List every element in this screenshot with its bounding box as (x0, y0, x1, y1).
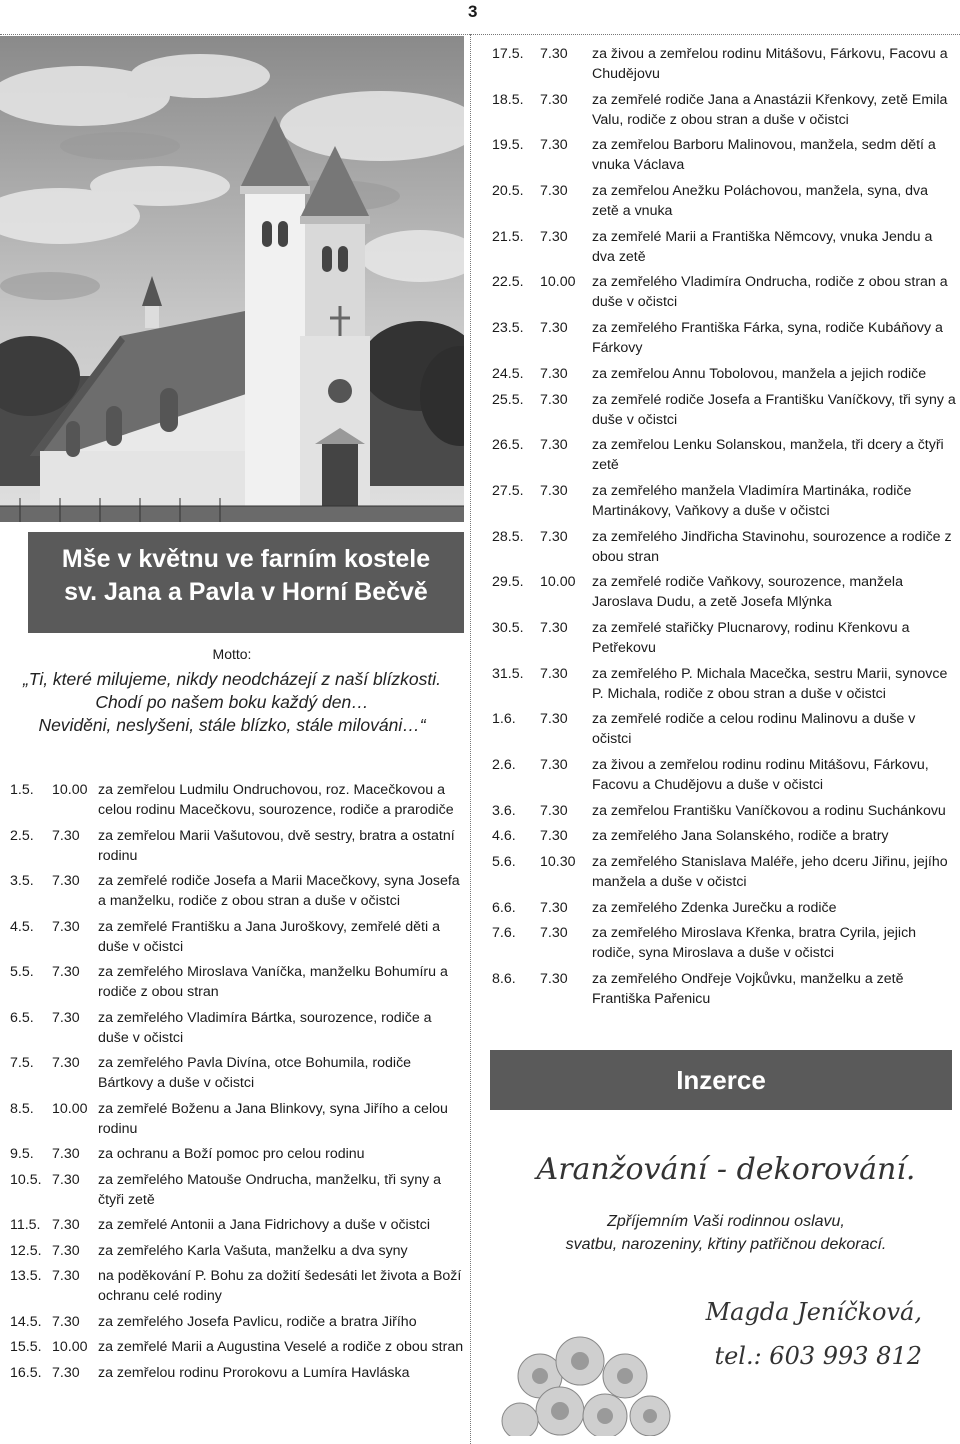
mass-date: 3.6. (492, 802, 516, 819)
mass-date: 30.5. (492, 619, 524, 636)
mass-time: 7.30 (52, 1364, 80, 1381)
mass-text: za zemřelou Anežku Poláchovou, manžela, syna, dva zetě a vnuka (592, 183, 928, 220)
mass-date: 5.5. (10, 964, 34, 980)
mass-text: za zemřelou Barboru Malinovou, manžela, sedm dětí a vnuka Václava (592, 137, 936, 174)
mass-time: 7.30 (540, 665, 568, 682)
mass-text: za zemřelého Pavla Divína, otce Bohumila, rodiče Bártkovy a duše v očistci (98, 1055, 412, 1091)
mass-date: 8.6. (492, 971, 516, 988)
mass-text: za zemřelou Marii Vašutovou, dvě sestry, bratra a ostatní rodinu (98, 827, 455, 864)
mass-time: 7.30 (52, 918, 80, 935)
mass-text: za ochranu a Boží pomoc pro celou rodinu (98, 1146, 365, 1162)
mass-time: 7.30 (52, 827, 80, 844)
title-line-1: Mše v květnu ve farním kostele (61, 545, 431, 573)
mass-time: 7.30 (52, 873, 80, 889)
mass-text: za živou a zemřelou rodinu Mitášovu, Fárkovu, Facovu a Chudějovu (592, 46, 948, 82)
mass-text: za zemřelého Vladimíra Bártka, sourozence, rodiče a duše v očistci (98, 1009, 432, 1046)
mass-date: 24.5. (492, 365, 524, 382)
church-photo (0, 36, 464, 522)
mass-date: 4.6. (492, 828, 516, 845)
mass-entry (492, 527, 956, 567)
mass-entry (10, 917, 464, 957)
mass-date: 27.5. (492, 482, 524, 499)
ad-text-line-1: Zpříjemním Vaši rodinnou oslavu, (607, 1213, 845, 1230)
mass-entry (10, 962, 464, 1002)
mass-text: za zemřelou Lenku Solanskou, manžela, tři dcery a čtyři zetě (592, 437, 944, 474)
mass-time: 7.30 (52, 964, 80, 980)
mass-date: 2.5. (10, 827, 34, 844)
mass-text: za zemřelého Ondřeje Vojkůvku, manželku a zetě Františka Pařenicu (592, 971, 904, 1008)
mass-date: 29.5. (492, 574, 524, 591)
mass-date: 28.5. (492, 528, 524, 545)
mass-text: za zemřelé rodiče a celou rodinu Malinovu a duše v očistci (592, 711, 916, 748)
mass-time: 7.30 (52, 1171, 80, 1188)
mass-date: 16.5. (10, 1364, 42, 1381)
mass-date: 12.5. (10, 1242, 42, 1259)
title-line-2: sv. Jana a Pavla v Horní Bečvě (64, 578, 428, 606)
mass-date: 20.5. (492, 183, 524, 200)
mass-text: za zemřelé rodiče Josefa a Františku Vaníčkovy, tři syny a duše v očistci (592, 391, 956, 428)
mass-list-left (10, 780, 464, 1388)
mass-time: 10.00 (540, 574, 576, 591)
mass-time: 7.30 (540, 391, 568, 408)
page-number: 3 (468, 2, 478, 21)
mass-text: za zemřelou rodinu Prorokovu a Lumíra Havláska (98, 1364, 410, 1381)
mass-entry (10, 1363, 464, 1383)
mass-entry (492, 481, 956, 521)
mass-entry (10, 780, 464, 820)
mass-date: 5.6. (492, 854, 516, 871)
mass-time: 7.30 (540, 46, 568, 62)
title-box (28, 532, 464, 633)
mass-text: za zemřelého Karla Vašuta, manželku a dva syny (98, 1242, 408, 1259)
advertisement (500, 1120, 952, 1436)
mass-text: za zemřelé rodiče Josefa a Marii Macečkovy, syna Josefa a manželku, rodiče z obou stran a duše v očistci (98, 873, 460, 909)
mass-entry (492, 755, 956, 795)
mass-entry (492, 44, 956, 84)
mass-date: 7.5. (10, 1055, 34, 1071)
mass-text: za zemřelé Boženu a Jana Blinkovy, syna Jiřího a celou rodinu (98, 1100, 448, 1137)
mass-time: 7.30 (540, 619, 568, 636)
mass-text: za zemřelého P. Michala Macečka, sestru Marii, synovce P. Michala, rodiče z obou stran a duše v očistci (592, 665, 948, 702)
mass-entry (10, 1215, 464, 1235)
mass-time: 7.30 (540, 971, 568, 988)
mass-time: 10.00 (540, 274, 576, 291)
mass-time: 7.30 (540, 137, 568, 154)
mass-date: 26.5. (492, 437, 524, 454)
mass-time: 7.30 (540, 437, 568, 454)
mass-time: 7.30 (540, 711, 568, 728)
mass-date: 8.5. (10, 1100, 34, 1117)
mass-date: 4.5. (10, 918, 34, 935)
mass-date: 13.5. (10, 1268, 42, 1284)
mass-entry (10, 1266, 464, 1306)
mass-time: 7.30 (52, 1268, 80, 1284)
ad-title: Aranžování - dekorování. (536, 1152, 916, 1187)
mass-time: 7.30 (540, 91, 568, 108)
mass-entry (10, 1170, 464, 1210)
flowers-image (500, 1316, 710, 1436)
mass-entry (10, 1099, 464, 1139)
mass-list-right (492, 44, 956, 1015)
mass-time: 7.30 (540, 925, 568, 942)
mass-entry (492, 227, 956, 267)
mass-text: za zemřelé Marii a Františka Němcovy, vnuka Jendu a dva zetě (592, 228, 933, 265)
top-divider (0, 34, 960, 35)
mass-text: za zemřelého Vladimíra Ondrucha, rodiče z obou stran a duše v očistci (592, 274, 948, 311)
mass-date: 9.5. (10, 1146, 34, 1162)
mass-time: 7.30 (540, 899, 568, 916)
mass-date: 18.5. (492, 91, 524, 108)
mass-date: 19.5. (492, 137, 524, 154)
mass-entry (492, 135, 956, 175)
mass-date: 6.6. (492, 899, 516, 916)
mass-text: za zemřelého manžela Vladimíra Martináka, rodiče Martinákovy, Vaňkovy a duše v očistci (592, 482, 912, 519)
mass-text: za zemřelé Františku a Jana Juroškovy, zemřelé děti a duše v očistci (98, 918, 440, 955)
mass-time: 7.30 (540, 228, 568, 245)
mass-entry (10, 1337, 464, 1357)
mass-date: 31.5. (492, 665, 524, 682)
mass-time: 7.30 (540, 482, 568, 499)
ad-phone: tel.: 603 993 812 (714, 1342, 922, 1370)
mass-time: 10.00 (52, 1100, 88, 1117)
mass-date: 22.5. (492, 274, 524, 291)
mass-time: 7.30 (52, 1242, 80, 1259)
mass-entry (492, 801, 956, 821)
mass-time: 10.00 (52, 1339, 88, 1355)
mass-entry (10, 1008, 464, 1048)
mass-time: 7.30 (52, 1055, 80, 1071)
ad-header: Inzerce (490, 1050, 952, 1110)
mass-entry (492, 181, 956, 221)
mass-entry (10, 871, 464, 911)
mass-entry (492, 435, 956, 475)
mass-text: za zemřelé Antonii a Jana Fidrichovy a duše v očistci (98, 1217, 430, 1233)
mass-time: 7.30 (540, 802, 568, 819)
mass-time: 10.00 (52, 782, 88, 798)
mass-time: 7.30 (540, 365, 568, 382)
mass-text: za zemřelého Miroslava Vaníčka, manželku Bohumíru a rodiče z obou stran (98, 964, 448, 1000)
mass-text: za živou a zemřelou rodinu rodinu Mitášovu, Fárkovu, Facovu a Chudějovu a duše v očistci (592, 757, 929, 793)
mass-date: 17.5. (492, 46, 524, 62)
mass-date: 23.5. (492, 320, 524, 337)
mass-entry (492, 826, 956, 846)
mass-entry (492, 969, 956, 1009)
mass-date: 2.6. (492, 757, 516, 773)
mass-entry (492, 709, 956, 749)
motto (0, 668, 464, 737)
mass-time: 7.30 (52, 1313, 80, 1330)
ad-signature (706, 1290, 922, 1378)
mass-date: 25.5. (492, 391, 524, 408)
mass-entry (492, 664, 956, 704)
mass-time: 7.30 (540, 183, 568, 200)
mass-text: za zemřelého Stanislava Maléře, jeho dceru Jiřinu, jejího manžela a duše v očistci (592, 854, 948, 891)
mass-date: 10.5. (10, 1171, 42, 1188)
mass-entry (492, 852, 956, 892)
motto-line-2: Chodí po našem boku každý den… (95, 692, 369, 712)
mass-date: 21.5. (492, 228, 524, 245)
mass-date: 3.5. (10, 873, 34, 889)
mass-text: na poděkování P. Bohu za dožití šedesáti let života a Boží ochranu celé rodiny (98, 1268, 462, 1304)
mass-date: 11.5. (10, 1217, 41, 1233)
mass-time: 7.30 (52, 1009, 80, 1026)
motto-line-3: Neviděni, neslyšeni, stále blízko, stále milováni…“ (38, 715, 426, 735)
mass-time: 7.30 (540, 320, 568, 337)
mass-text: za zemřelou Ludmilu Ondruchovou, roz. Macečkovou a celou rodinu Macečkovu, sourozence, rodiče a prarodiče (98, 782, 454, 818)
mass-text: za zemřelého Matouše Ondrucha, manželku, tři syny a čtyři zetě (98, 1171, 442, 1208)
mass-entry (10, 1312, 464, 1332)
motto-label: Motto: (212, 646, 252, 662)
mass-entry (492, 272, 956, 312)
mass-date: 7.6. (492, 925, 516, 942)
mass-time: 7.30 (52, 1217, 80, 1233)
ad-name: Magda Jeníčková, (705, 1298, 922, 1326)
mass-text: za zemřelého Jindřicha Stavinohu, sourozence a rodiče z obou stran (592, 528, 952, 565)
mass-text: za zemřelé rodiče Vaňkovy, sourozence, manžela Jaroslava Dudu, a zetě Josefa Mlýnka (592, 574, 903, 611)
column-divider (470, 34, 471, 1444)
ad-text (500, 1210, 952, 1256)
mass-text: za zemřelého Jana Solanského, rodiče a bratry (592, 828, 889, 845)
mass-text: za zemřelou Františku Vaníčkovou a rodinu Suchánkovu (592, 802, 946, 819)
mass-time: 7.30 (540, 528, 568, 545)
mass-entry (10, 1241, 464, 1261)
mass-entry (492, 898, 956, 918)
mass-entry (492, 390, 956, 430)
mass-text: za zemřelé stařičky Plucnarovy, rodinu Křenkovu a Petřekovu (592, 619, 910, 656)
mass-entry (492, 923, 956, 963)
mass-text: za zemřelé Marii a Augustina Veselé a rodiče z obou stran (98, 1339, 464, 1355)
mass-time: 7.30 (540, 828, 568, 845)
mass-entry (10, 826, 464, 866)
mass-entry (492, 318, 956, 358)
mass-text: za zemřelou Annu Tobolovou, manžela a jejich rodiče (592, 365, 927, 382)
mass-entry (492, 364, 956, 384)
mass-text: za zemřelého Miroslava Křenka, bratra Cyrila, jejich rodiče, syna Miroslava a duše v očistci (592, 925, 917, 962)
mass-entry (10, 1144, 464, 1164)
motto-line-1: „Ti, které milujeme, nikdy neodcházejí z naší blízkosti. (22, 669, 442, 689)
mass-text: za zemřelé rodiče Jana a Anastázii Křenkovy, zetě Emila Valu, rodiče z obou stran a duše v očistci (592, 91, 948, 128)
mass-time: 7.30 (52, 1146, 80, 1162)
mass-time: 10.30 (540, 854, 576, 871)
mass-entry (492, 90, 956, 130)
mass-date: 6.5. (10, 1009, 34, 1026)
ad-text-line-2: svatbu, narozeniny, křtiny patřičnou dekorací. (565, 1236, 887, 1253)
mass-entry (10, 1053, 464, 1093)
mass-text: za zemřelého Františka Fárka, syna, rodiče Kubáňovy a Fárkovy (592, 320, 943, 357)
mass-text: za zemřelého Zdenka Jurečku a rodiče (592, 899, 837, 916)
mass-text: za zemřelého Josefa Pavlicu, rodiče a bratra Jiřího (98, 1313, 417, 1330)
mass-date: 14.5. (10, 1313, 42, 1330)
mass-date: 15.5. (10, 1339, 42, 1355)
mass-time: 7.30 (540, 757, 568, 773)
mass-entry (492, 572, 956, 612)
mass-date: 1.5. (10, 782, 34, 798)
mass-entry (492, 618, 956, 658)
mass-date: 1.6. (492, 711, 516, 728)
